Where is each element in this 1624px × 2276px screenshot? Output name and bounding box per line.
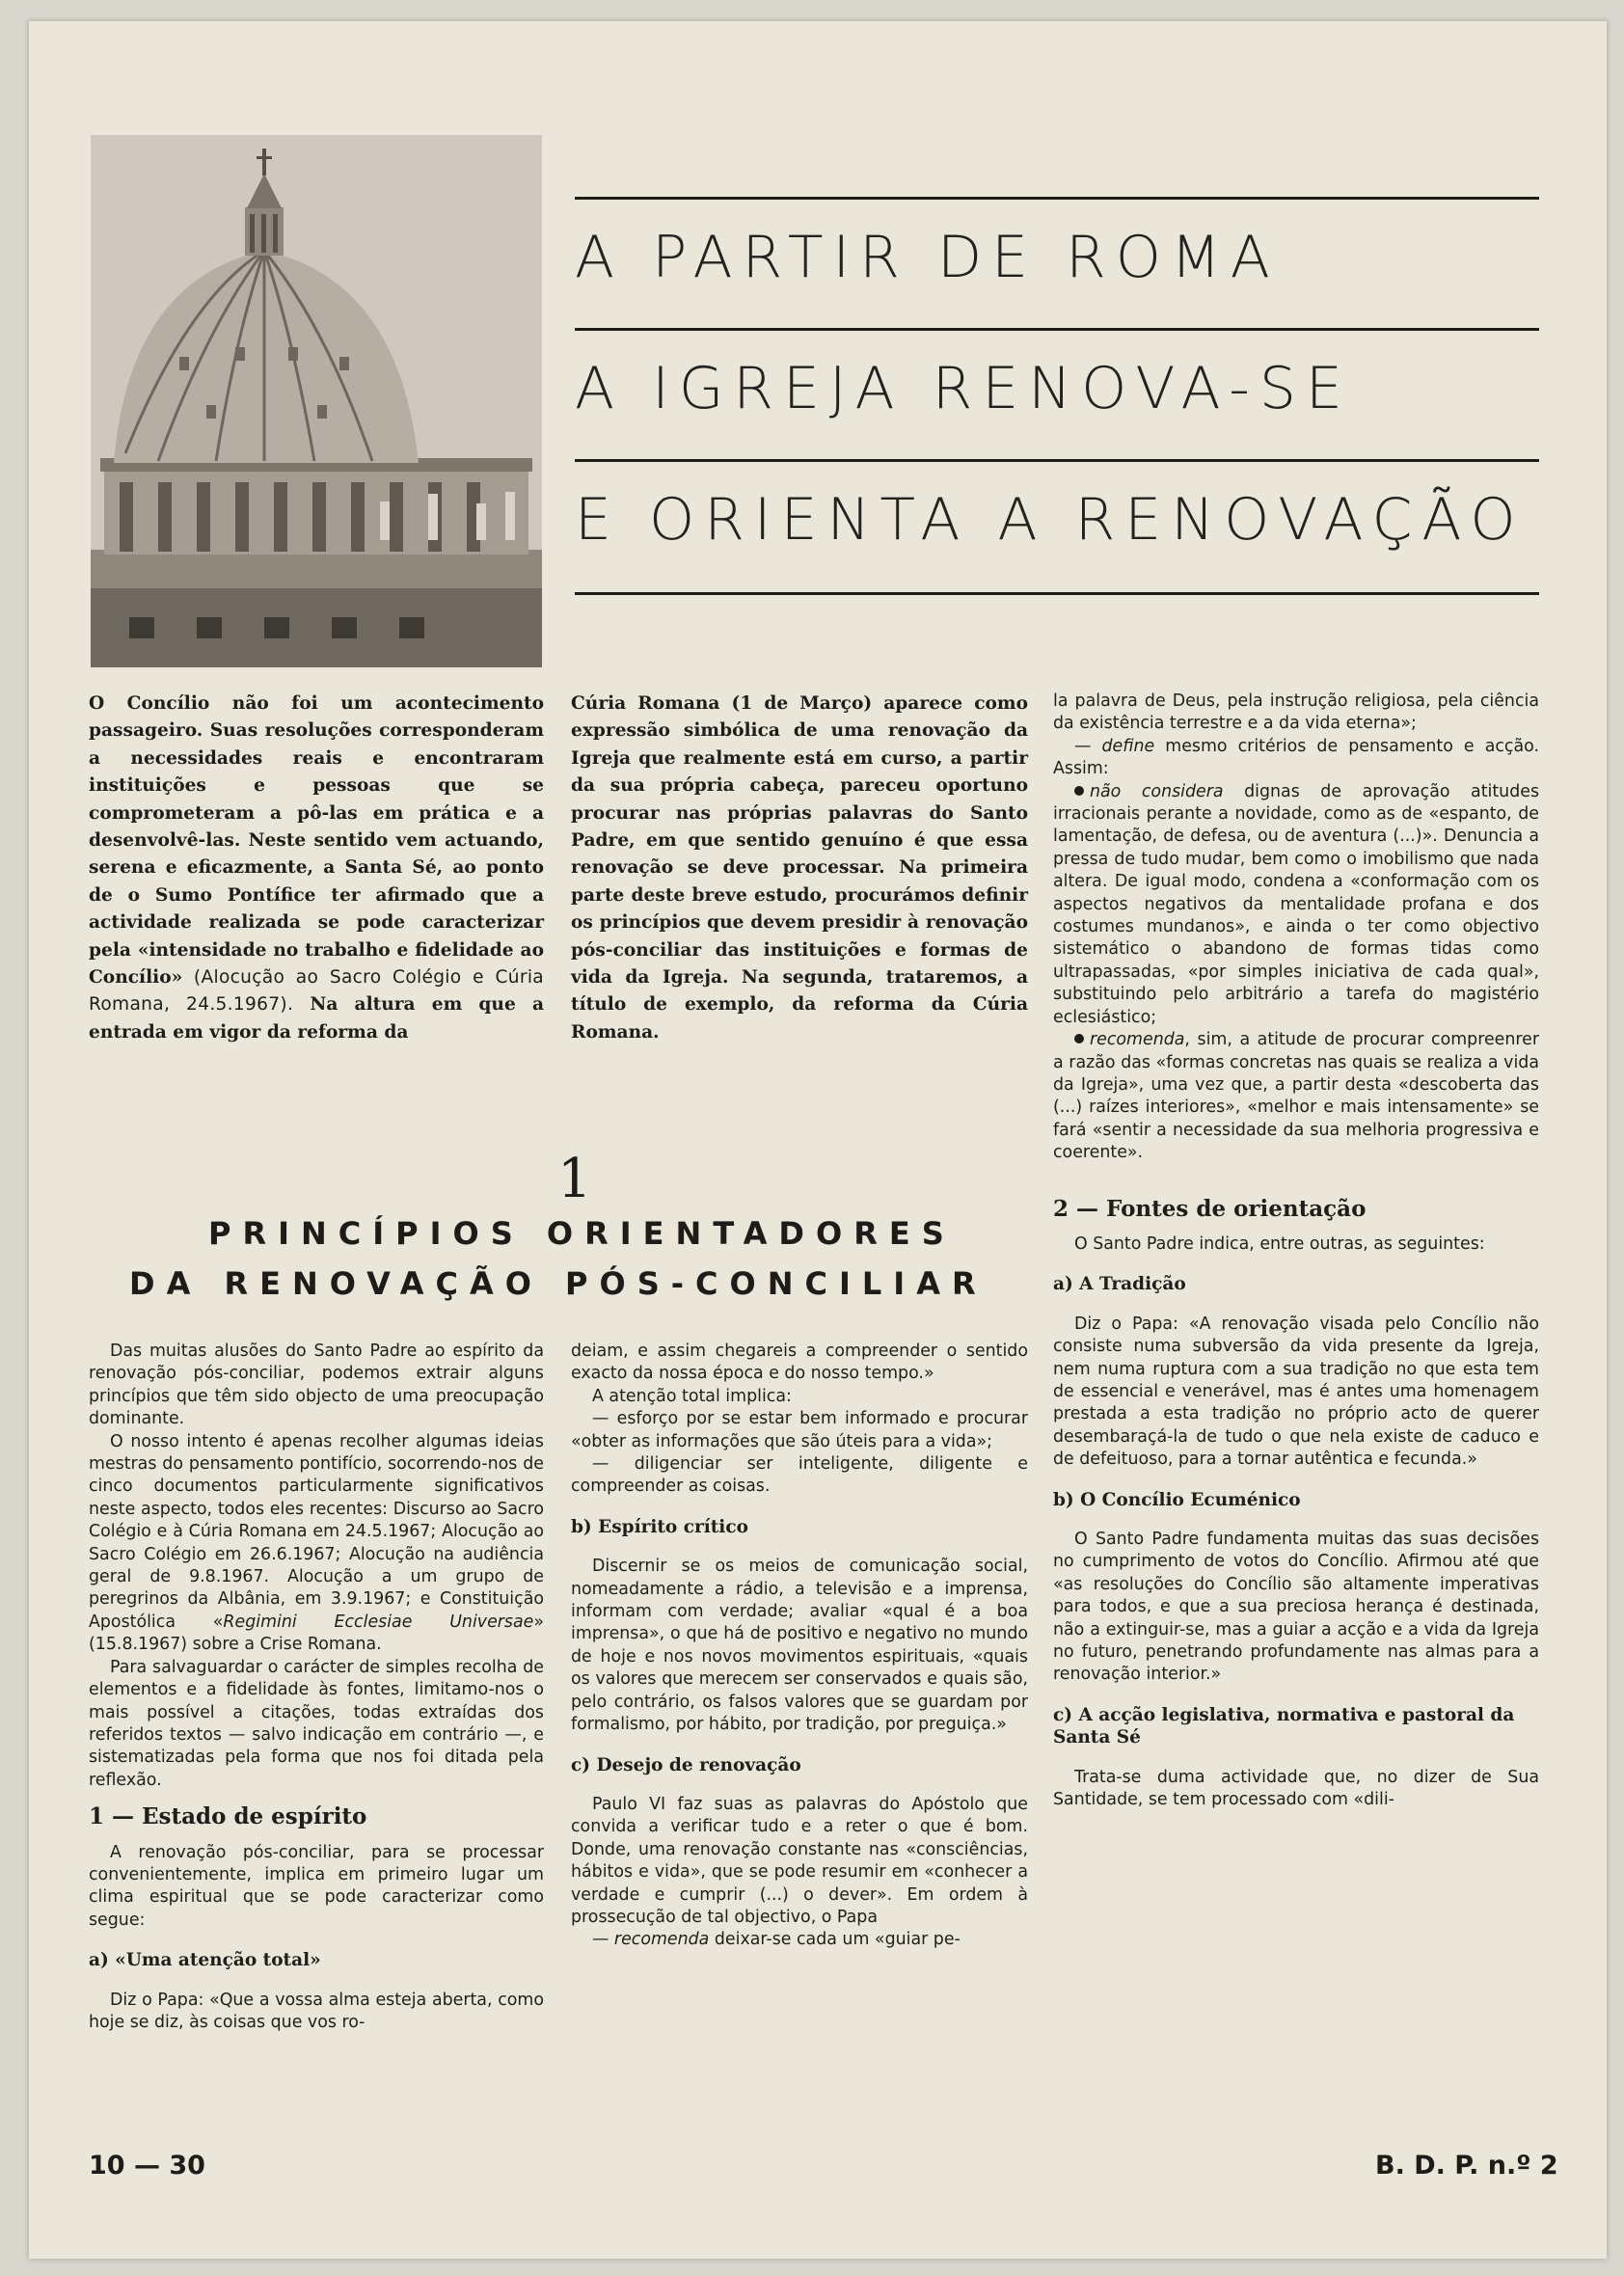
page [29, 21, 1607, 2259]
intro-col2-text: Cúria Romana (1 de Março) aparece como expressão simbólica de uma renovação da Igreja que realmente está em curso, a partir da sua própria cabeça, pareceu oportuno procurar nas próprias palavras do Santo Padre, em que sentido genuíno é que essa renovação se deve processar. Na primeira parte deste breve estudo, procurámos definir os princípios que devem presidir à renovação pós-conciliar das instituições e formas de vida da Igreja. Na segunda, trataremos, a título de exemplo, da reforma da Cúria Romana. [571, 693, 1028, 1043]
headline-rule [575, 197, 1539, 200]
body-column-c [1053, 691, 1539, 1811]
paragraph: Discernir se os meios de comunicação social, nomeadamente a rádio, a televisão e a imprensa, informam com verdade; avaliar «qual é a boa imprensa», o que há de positivo e negativo no mundo de hoje e nos novos movimentos espirituais, «quais os valores que merecem ser conservados e quais são, pelo contrário, os falsos valores que se guardam por formalismo, por hábito, por tradição, por preguiça.» [571, 1557, 1028, 1735]
paragraph: recomenda, sim, a atitude de procurar compreenrer a razão das «formas concretas nas quais se realiza a vida da Igreja», uma vez que, a partir desta «descoberta das (...) raízes interiores», «melhor e mais intensamente» se fará «sentir a necessidade da sua melhoria progressiva e coerente». [1053, 1030, 1539, 1163]
bullet-icon [1074, 1034, 1084, 1043]
intro-bold-text: O Concílio não foi um acontecimento passageiro. Suas resoluções corresponderam a necessidades reais e encontraram instituições e pessoas que se comprometeram a pô-las em prática e a desenvolvê-las. Neste sentido vem actuando, serena e eficazmente, a Santa Sé, ao ponto de o Sumo Pontífice ter afirmado que a actividade realizada se pode caracterizar pela «intensidade no trabalho e fidelidade ao Concílio» [89, 693, 544, 989]
paragraph: Para salvaguardar o carácter de simples recolha de elementos e a fidelidade às fontes, limitamo-nos o mais possível a citações, todas extraídas dos referidos textos — salvo indicação em contrário —, e sistematizadas pela forma que nos foi ditada pela reflexão. [89, 1657, 544, 1790]
headline-rule [575, 592, 1539, 595]
section-title-line-1: PRINCÍPIOS ORIENTADORES [208, 1215, 956, 1252]
paragraph: O Santo Padre indica, entre outras, as seguintes: [1074, 1233, 1485, 1254]
heading-accao-legislativa: c) A acção legislativa, normativa e pastoral da Santa Sé [1053, 1704, 1515, 1748]
paragraph: Paulo VI faz suas as palavras do Apóstolo que convida a verificar tudo e a reter o que é bom. Donde, uma renovação constante nas «consciências, hábitos e vida», que se pode resumir em «conhecer a verdade e cumprir (...) o dever». Em ordem à prossecução de tal objectivo, o Papa [571, 1794, 1028, 1927]
body-column-b [571, 1341, 1028, 1952]
heading-espirito-critico: b) Espírito crítico [571, 1516, 748, 1537]
headline-rule [575, 459, 1539, 462]
paragraph: O nosso intento é apenas recolher algumas ideias mestras do pensamento pontifício, socorrendo-nos de cinco documentos particularmente significativos neste aspecto, todos eles recentes: Discurso ao Sacro Colégio e à Cúria Romana em 24.5.1967; Alocução ao Sacro Colégio em 26.6.1967; Alocução na audiência geral de 9.8.1967. Alocução a um grupo de peregrinos da Albânia, em 3.9.1967; e Constituição Apostólica «Regimini Ecclesiae Universae» (15.8.1967) sobre a Crise Romana. [89, 1431, 544, 1655]
heading-concilio-ecumenico: b) O Concílio Ecuménico [1053, 1489, 1301, 1510]
paragraph: A atenção total implica: [592, 1386, 792, 1406]
heading-atencao-total: a) «Uma atenção total» [89, 1950, 321, 1971]
section-title-line-2: DA RENOVAÇÃO PÓS-CONCILIAR [129, 1265, 988, 1302]
paragraph: não considera dignas de aprovação atitudes irracionais perante a novidade, como as de «espanto, de lamentação, de defesa, ou de aventura (...)». Denuncia a pressa de tudo mudar, bem como o imobilismo que nada altera. De igual modo, condena a «conformação com os aspectos negativos da mentalidade profana e dos costumes mundanos», e ainda o ter como objectivo sistemático o abandono de formas tidas como ultrapassadas, «por simples iniciativa de cada qual», substituindo pelo arbitrário a tarefa do magistério eclesiástico; [1053, 781, 1540, 1027]
headline-line-2: A IGREJA RENOVA-SE [575, 355, 1352, 422]
paragraph: Diz o Papa: «A renovação visada pelo Concílio não consiste numa subversão da vida presente da Igreja, nem numa ruptura com a sua tradição no que esta tem de essencial e venerável, mas é antes uma homenagem prestada a esta tradição no próprio acto de querer desembaraçá-la de tudo o que nela existe de caduco e de defeituoso, para a tornar autêntica e fecunda.» [1053, 1314, 1539, 1470]
paragraph: — recomenda deixar-se cada um «guiar pe- [592, 1930, 961, 1950]
heading-a-tradicao: a) A Tradição [1053, 1274, 1186, 1295]
paragraph: Das muitas alusões do Santo Padre ao espírito da renovação pós-conciliar, podemos extrair alguns princípios que têm sido objecto de uma preocupação dominante. [89, 1341, 544, 1429]
paragraph: A renovação pós-conciliar, para se processar convenientemente, implica em primeiro lugar um clima espiritual que se pode caracterizar como segue: [89, 1842, 544, 1930]
st-peters-dome-photo [91, 135, 542, 667]
intro-citation: (Alocução ao Sacro Colégio e Cúria Romana, 24.5.1967). [89, 967, 544, 1016]
heading-fontes-de-orientacao: 2 — Fontes de orientação [1053, 1195, 1367, 1222]
heading-estado-de-espirito: 1 — Estado de espírito [89, 1803, 367, 1830]
paragraph: la palavra de Deus, pela instrução religiosa, pela ciência da existência terrestre e a da vida eterna»; [1053, 691, 1539, 734]
paragraph: — define mesmo critérios de pensamento e acção. Assim: [1053, 736, 1539, 779]
headline-rule [575, 328, 1539, 331]
journal-name: B. D. P. n.º 2 [1375, 2151, 1558, 2181]
paragraph: Trata-se duma actividade que, no dizer de Sua Santidade, se tem processado com «dili- [1053, 1767, 1539, 1810]
bullet-icon [1074, 786, 1084, 796]
body-column-a [89, 1341, 544, 2034]
headline-line-3: E ORIENTA A RENOVAÇÃO [575, 486, 1526, 554]
page-number: 10 — 30 [89, 2151, 205, 2181]
paragraph: O Santo Padre fundamenta muitas das suas decisões no cumprimento de votos do Concílio. Afirmou até que «as resoluções do Concílio são altamente imperativas para todos, e que a sua preciosa herança é destinada, não a extinguir-se, mas a guiar a acção e a vida da Igreja no futuro, penetrando profundamente nas almas para a renovação interior.» [1053, 1530, 1539, 1685]
paragraph: — diligenciar ser inteligente, diligente e compreender as coisas. [571, 1454, 1028, 1497]
section-number: 1 [557, 1148, 592, 1210]
paragraph: Diz o Papa: «Que a vossa alma esteja aberta, como hoje se diz, às coisas que vos ro- [89, 1990, 544, 2032]
intro-column-1 [89, 691, 544, 1046]
paragraph: deiam, e assim chegareis a compreender o sentido exacto da nossa época e do nosso tempo.» [571, 1341, 1028, 1384]
intro-bold-end: Na altura em que a entrada em vigor da reforma da [89, 994, 544, 1043]
headline-line-1: A PARTIR DE ROMA [575, 224, 1280, 291]
paragraph: — esforço por se estar bem informado e procurar «obter as informações que são úteis para a vida»; [571, 1409, 1028, 1451]
intro-column-2 [571, 691, 1028, 1046]
heading-desejo-de-renovacao: c) Desejo de renovação [571, 1754, 801, 1775]
